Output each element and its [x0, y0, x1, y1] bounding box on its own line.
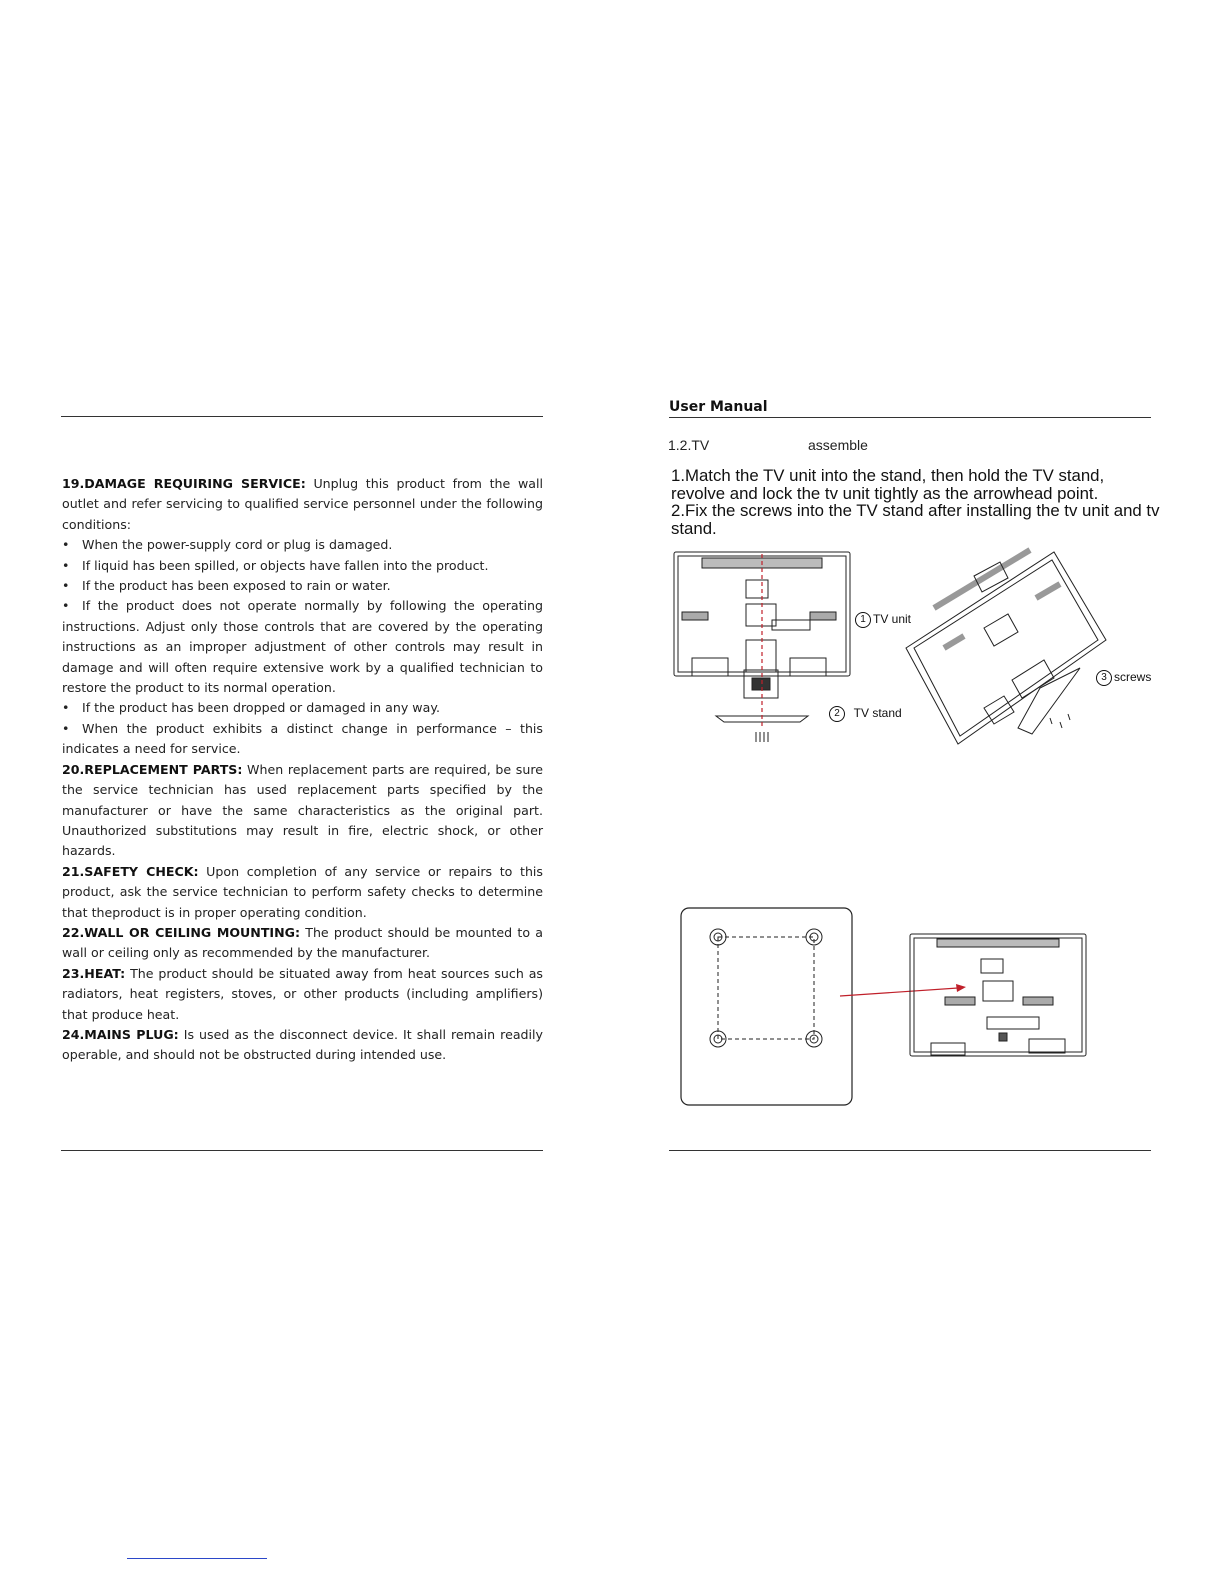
section-heading: 22.WALL OR CEILING MOUNTING:: [62, 924, 301, 940]
numbered-section: [62, 923, 543, 964]
bullet-text: If liquid has been spilled, or objects have fallen into the product.: [82, 557, 489, 573]
step-2: 2.Fix the screws into the TV stand after installing the tv unit and tv stand.: [671, 501, 1160, 538]
section-title: assemble: [808, 437, 868, 453]
bullet-text: When the product exhibits a distinct change in performance – this indicates a need for service.: [62, 720, 543, 757]
bullet-item: [62, 576, 543, 596]
right-top-rule: [669, 417, 1151, 418]
tv-rotated-screws-diagram: [904, 548, 1109, 748]
bullet-text: If the product has been exposed to rain or water.: [82, 578, 391, 594]
bullet-text: When the power-supply cord or plug is damaged.: [82, 537, 393, 553]
section-body: Upon completion of any service or repairs to this product, ask the service technician to perform safety checks to determine that theproduct is in proper operating condition.: [62, 863, 543, 920]
bullet-text: If the product does not operate normally by following the operating instructions. Adjust only those controls that are covered by the operating instructions as an improper adjustment of other controls may result in damage and will often require extensive work by a qualified technician to restore the product to its normal operation.: [62, 598, 543, 696]
section-heading: 23.HEAT:: [62, 965, 126, 981]
tv-stand-label: [829, 706, 902, 722]
bullet-item: [62, 596, 543, 698]
left-bottom-rule: [61, 1150, 543, 1151]
section-body: Unplug this product from the wall outlet and refer servicing to qualified service personnel under the following conditions:: [62, 476, 543, 532]
right-bottom-rule: [669, 1150, 1151, 1151]
numbered-section: [62, 862, 543, 923]
section-heading: 19.DAMAGE REQUIRING SERVICE:: [62, 476, 306, 491]
number-2-marker: 2: [829, 706, 845, 722]
number-3-marker: 3: [1096, 670, 1112, 686]
tv-stand-text: TV stand: [853, 706, 902, 721]
section-number: 1.2.TV: [668, 437, 710, 453]
tv-back-stand-diagram: [672, 550, 852, 745]
bullet-item: [62, 698, 543, 718]
section-heading: 21.SAFETY CHECK:: [62, 863, 199, 879]
safety-instructions-text: [62, 474, 543, 1066]
section-heading: 24.MAINS PLUG:: [62, 1026, 179, 1042]
tv-unit-text: TV unit: [873, 612, 912, 627]
step-1: 1.Match the TV unit into the stand, then hold the TV stand, revolve and lock the tv unit tightly as the arrowhead point.: [671, 466, 1105, 503]
numbered-section: [62, 1025, 543, 1066]
bullet-item: [62, 719, 543, 760]
numbered-section: [62, 964, 543, 1025]
section-body: When replacement parts are required, be sure the service technician has used replacement parts specified by the manufacturer or have the same characteristics as the original part. Unauthorized substitutions may result in fire, electric shock, or other hazards.: [62, 761, 543, 859]
section-body: The product should be mounted to a wall or ceiling only as recommended by the manufacturer.: [62, 924, 543, 961]
section-body: Is used as the disconnect device. It shall remain readily operable, and should not be obstructed during intended use.: [62, 1026, 543, 1063]
tv-unit-label: [855, 612, 911, 628]
numbered-section: [62, 474, 543, 535]
numbered-section: [62, 760, 543, 862]
bullet-item: [62, 535, 543, 555]
assembly-instructions: [671, 467, 1161, 537]
link-underline: [127, 1558, 267, 1559]
page-header-title: User Manual: [669, 399, 768, 415]
left-top-rule: [61, 416, 543, 417]
screws-text: screws: [1114, 670, 1152, 685]
tv-back-view-diagram: [909, 933, 1087, 1057]
bullet-text: If the product has been dropped or damaged in any way.: [82, 700, 440, 716]
section-heading: 20.REPLACEMENT PARTS:: [62, 761, 243, 777]
wall-mount-plate-diagram: [680, 907, 854, 1107]
number-1-marker: 1: [855, 612, 871, 628]
section-body: The product should be situated away from heat sources such as radiators, heat registers, stoves, or other products (including amplifiers) that produce heat.: [62, 965, 543, 1022]
bullet-item: [62, 556, 543, 576]
